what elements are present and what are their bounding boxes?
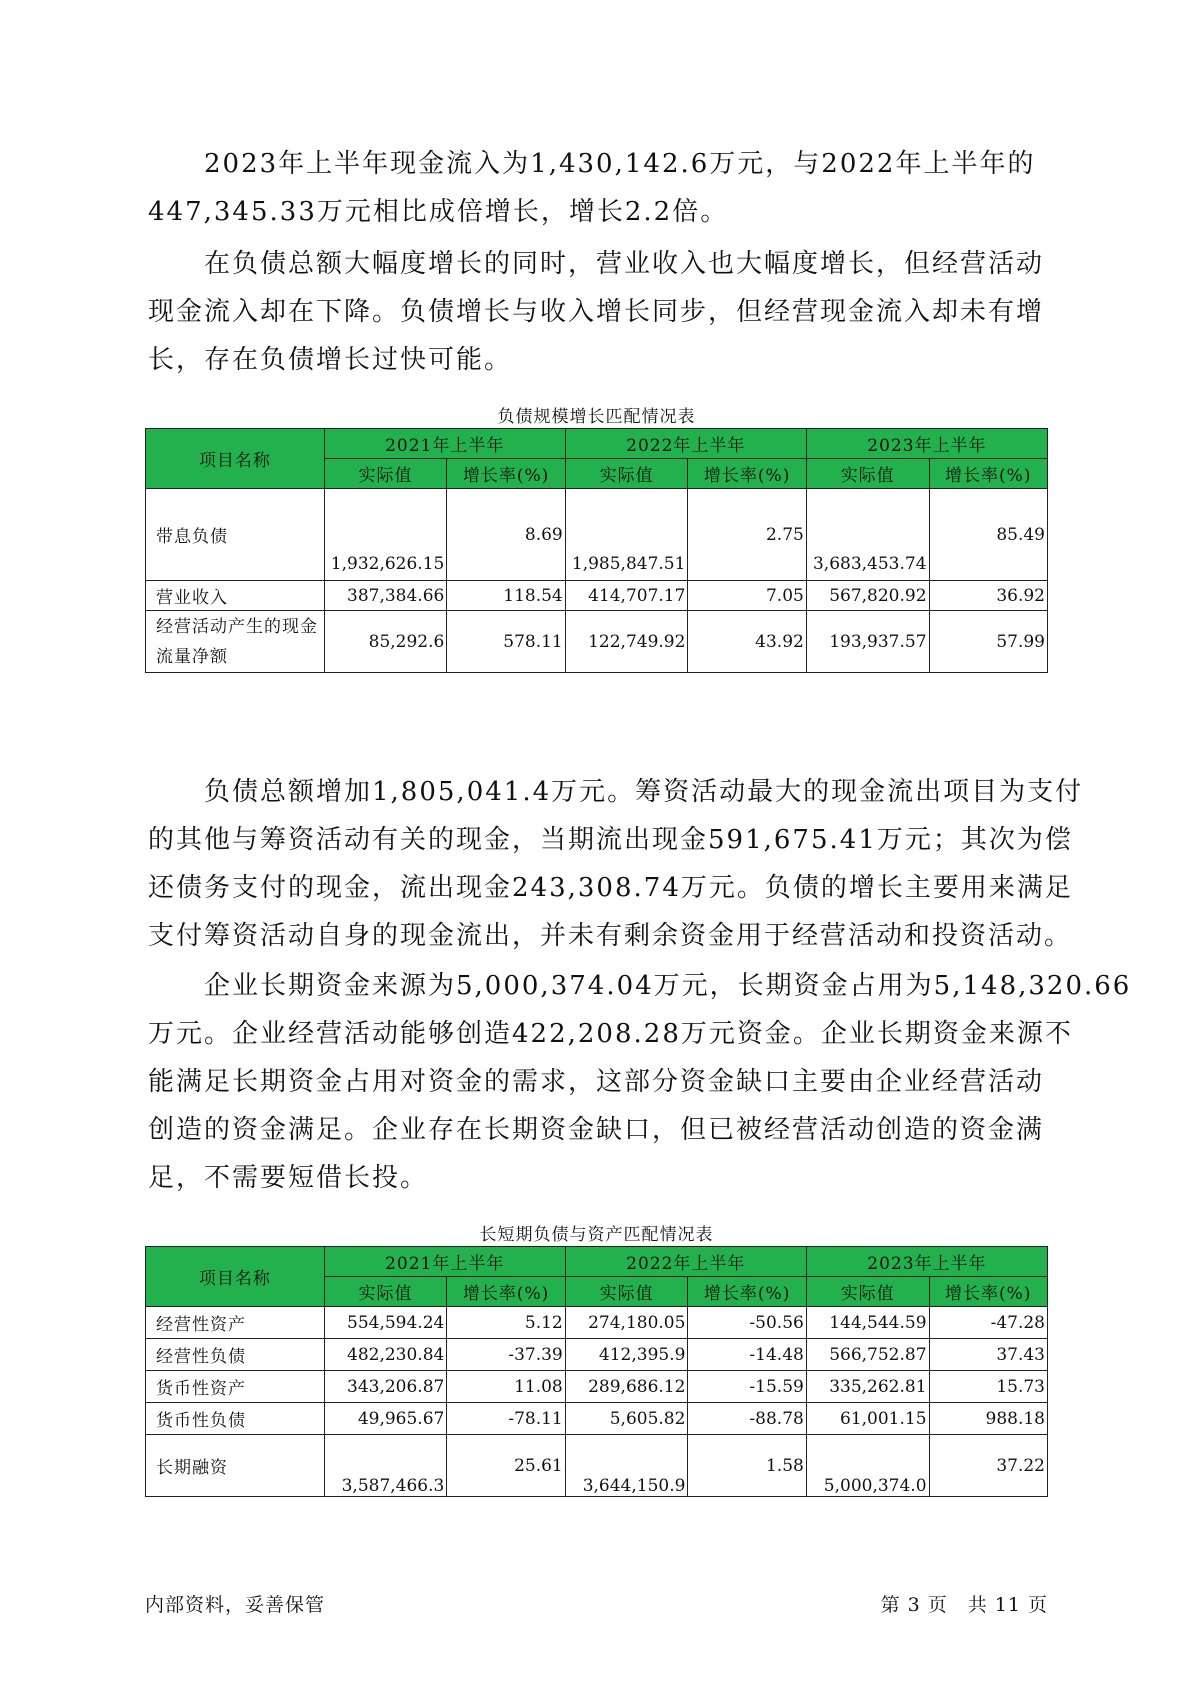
cell-value: 5,000,374.0 <box>806 1435 929 1497</box>
header-growth-rate: 增长率(%) <box>688 459 806 489</box>
table1-caption: 负债规模增长匹配情况表 <box>497 407 696 427</box>
cell-value: 412,395.9 <box>565 1339 688 1371</box>
cell-value: 3,683,453.74 <box>806 489 929 581</box>
cell-growth: 15.73 <box>929 1371 1047 1403</box>
header-actual-value: 实际值 <box>806 459 929 489</box>
cell-value: 335,262.81 <box>806 1371 929 1403</box>
row-name: 货币性资产 <box>146 1371 325 1403</box>
cell-growth: -78.11 <box>447 1403 565 1435</box>
cell-growth: 37.22 <box>929 1435 1047 1497</box>
cell-growth: 85.49 <box>929 489 1047 581</box>
header-period-2022: 2022年上半年 <box>565 429 806 459</box>
cell-growth: -14.48 <box>688 1339 806 1371</box>
row-name: 经营性负债 <box>146 1339 325 1371</box>
cell-value: 289,686.12 <box>565 1371 688 1403</box>
header-actual-value: 实际值 <box>806 1277 929 1307</box>
cell-growth: 11.08 <box>447 1371 565 1403</box>
cell-growth: 57.99 <box>929 611 1047 673</box>
header-item-name: 项目名称 <box>146 429 325 489</box>
cell-value: 3,644,150.9 <box>565 1435 688 1497</box>
row-name: 经营性资产 <box>146 1307 325 1339</box>
header-period-2021: 2021年上半年 <box>324 1247 565 1277</box>
cell-value: 414,707.17 <box>565 581 688 611</box>
paragraph-debt-increase: 负债总额增加1,805,041.4万元。筹资活动最大的现金流出项目为支付 的其他与筹资活动有关的现金，当期流出现金591,675.41万元；其次为偿 还债务支付的现金，流出现金243,308.74万元。负债的增长主要用来满足 支付筹资活动自身的现金流出，并未有剩余资金用于经营活动和投资活动。 <box>148 777 1084 951</box>
cell-growth: 118.54 <box>447 581 565 611</box>
cell-growth: 8.69 <box>447 489 565 581</box>
row-name: 营业收入 <box>146 581 325 611</box>
header-growth-rate: 增长率(%) <box>929 459 1047 489</box>
header-actual-value: 实际值 <box>565 459 688 489</box>
cell-growth: 43.92 <box>688 611 806 673</box>
cell-growth: -47.28 <box>929 1307 1047 1339</box>
row-name: 经营活动产生的现金流量净额 <box>146 611 325 673</box>
cell-value: 343,206.87 <box>324 1371 447 1403</box>
header-actual-value: 实际值 <box>565 1277 688 1307</box>
paragraph-long-term-funds: 企业长期资金来源为5,000,374.04万元，长期资金占用为5,148,320.66 万元。企业经营活动能够创造422,208.28万元资金。企业长期资金来源不 能满足长期资金占用对资金的需求，这部分资金缺口主要由企业经营活动 创造的资金满足。企业存在长期资金缺口，但已被经营活动创造的资金满 足，不需要短借长投。 <box>148 971 1132 1193</box>
cell-growth: 1.58 <box>688 1435 806 1497</box>
header-growth-rate: 增长率(%) <box>929 1277 1047 1307</box>
paragraph-debt-revenue: 在负债总额大幅度增长的同时，营业收入也大幅度增长，但经营活动 现金流入却在下降。负债增长与收入增长同步，但经营现金流入却未有增 长，存在负债增长过快可能。 <box>148 249 1045 375</box>
cell-value: 1,985,847.51 <box>565 489 688 581</box>
cell-value: 5,605.82 <box>565 1403 688 1435</box>
header-period-2023: 2023年上半年 <box>806 429 1047 459</box>
cell-growth: 578.11 <box>447 611 565 673</box>
cell-growth: -15.59 <box>688 1371 806 1403</box>
header-growth-rate: 增长率(%) <box>447 459 565 489</box>
cell-value: 482,230.84 <box>324 1339 447 1371</box>
cell-growth: 988.18 <box>929 1403 1047 1435</box>
header-actual-value: 实际值 <box>324 1277 447 1307</box>
table-row <box>146 1403 1048 1435</box>
header-period-2022: 2022年上半年 <box>565 1247 806 1277</box>
paragraph-cash-inflow: 2023年上半年现金流入为1,430,142.6万元，与2022年上半年的 447,345.33万元相比成倍增长，增长2.2倍。 <box>148 149 1036 227</box>
cell-value: 61,001.15 <box>806 1403 929 1435</box>
table2-caption: 长短期负债与资产匹配情况表 <box>479 1225 714 1245</box>
table-row <box>146 611 1048 673</box>
debt-scale-table <box>145 428 1048 673</box>
cell-value: 85,292.6 <box>324 611 447 673</box>
header-actual-value: 实际值 <box>324 459 447 489</box>
cell-value: 122,749.92 <box>565 611 688 673</box>
cell-growth: 37.43 <box>929 1339 1047 1371</box>
cell-growth: -37.39 <box>447 1339 565 1371</box>
cell-growth: 25.61 <box>447 1435 565 1497</box>
cell-value: 274,180.05 <box>565 1307 688 1339</box>
header-growth-rate: 增长率(%) <box>447 1277 565 1307</box>
cell-growth: 36.92 <box>929 581 1047 611</box>
cell-value: 387,384.66 <box>324 581 447 611</box>
cell-growth: 5.12 <box>447 1307 565 1339</box>
cell-value: 554,594.24 <box>324 1307 447 1339</box>
table-row <box>146 1339 1048 1371</box>
cell-growth: 2.75 <box>688 489 806 581</box>
cell-value: 567,820.92 <box>806 581 929 611</box>
footer-confidential-note: 内部资料，妥善保管 <box>145 1594 326 1616</box>
table-row <box>146 489 1048 581</box>
cell-value: 566,752.87 <box>806 1339 929 1371</box>
table-row <box>146 1371 1048 1403</box>
cell-growth: -50.56 <box>688 1307 806 1339</box>
table-row <box>146 1307 1048 1339</box>
table-row <box>146 1435 1048 1497</box>
row-name: 长期融资 <box>146 1435 325 1497</box>
footer-page-number: 第 3 页 共 11 页 <box>880 1594 1048 1616</box>
cell-growth: 7.05 <box>688 581 806 611</box>
asset-liability-match-table <box>145 1246 1048 1497</box>
cell-value: 49,965.67 <box>324 1403 447 1435</box>
header-growth-rate: 增长率(%) <box>688 1277 806 1307</box>
cell-value: 3,587,466.3 <box>324 1435 447 1497</box>
header-period-2023: 2023年上半年 <box>806 1247 1047 1277</box>
cell-value: 144,544.59 <box>806 1307 929 1339</box>
row-name: 货币性负债 <box>146 1403 325 1435</box>
cell-value: 193,937.57 <box>806 611 929 673</box>
header-period-2021: 2021年上半年 <box>324 429 565 459</box>
cell-growth: -88.78 <box>688 1403 806 1435</box>
row-name: 带息负债 <box>146 489 325 581</box>
header-item-name: 项目名称 <box>146 1247 325 1307</box>
table-row <box>146 581 1048 611</box>
cell-value: 1,932,626.15 <box>324 489 447 581</box>
